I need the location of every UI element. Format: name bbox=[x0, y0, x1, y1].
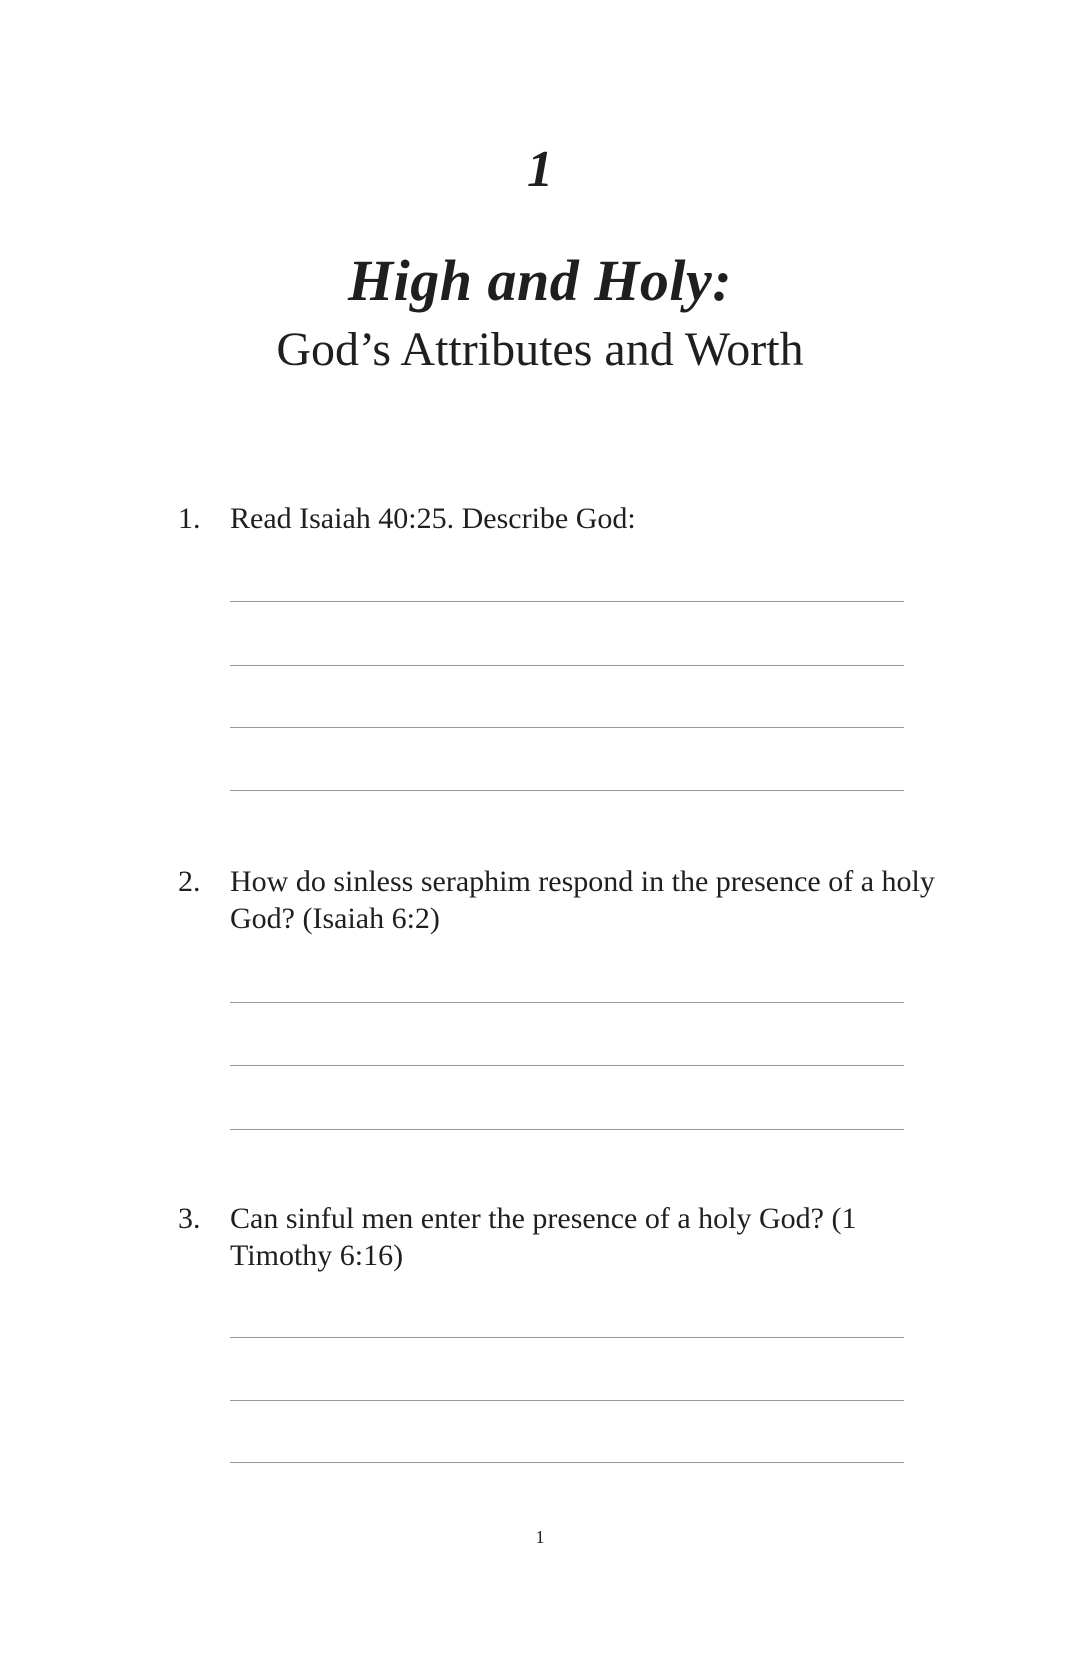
answer-line[interactable] bbox=[230, 727, 904, 728]
question-2 bbox=[178, 863, 938, 937]
question-number: 2. bbox=[178, 865, 201, 898]
chapter-number: 1 bbox=[527, 141, 553, 198]
answer-line[interactable] bbox=[230, 601, 904, 602]
answer-line[interactable] bbox=[230, 1129, 904, 1130]
answer-line[interactable] bbox=[230, 1337, 904, 1338]
question-number: 1. bbox=[178, 502, 201, 535]
answer-line[interactable] bbox=[230, 790, 904, 791]
question-number: 3. bbox=[178, 1202, 201, 1235]
chapter-title: High and Holy: bbox=[347, 248, 733, 313]
question-1 bbox=[178, 500, 938, 537]
question-3 bbox=[178, 1200, 938, 1274]
question-text: Read Isaiah 40:25. Describe God: bbox=[230, 502, 636, 535]
answer-line[interactable] bbox=[230, 1400, 904, 1401]
question-text: Can sinful men enter the presence of a holy God? (1 Timothy 6:16) bbox=[230, 1202, 857, 1272]
answer-line[interactable] bbox=[230, 1065, 904, 1066]
answer-line[interactable] bbox=[230, 1462, 904, 1463]
chapter-subtitle: God’s Attributes and Worth bbox=[276, 323, 804, 376]
question-text: How do sinless seraphim respond in the presence of a holy God? (Isaiah 6:2) bbox=[230, 865, 935, 935]
answer-line[interactable] bbox=[230, 665, 904, 666]
page-number: 1 bbox=[535, 1527, 545, 1547]
answer-line[interactable] bbox=[230, 1002, 904, 1003]
